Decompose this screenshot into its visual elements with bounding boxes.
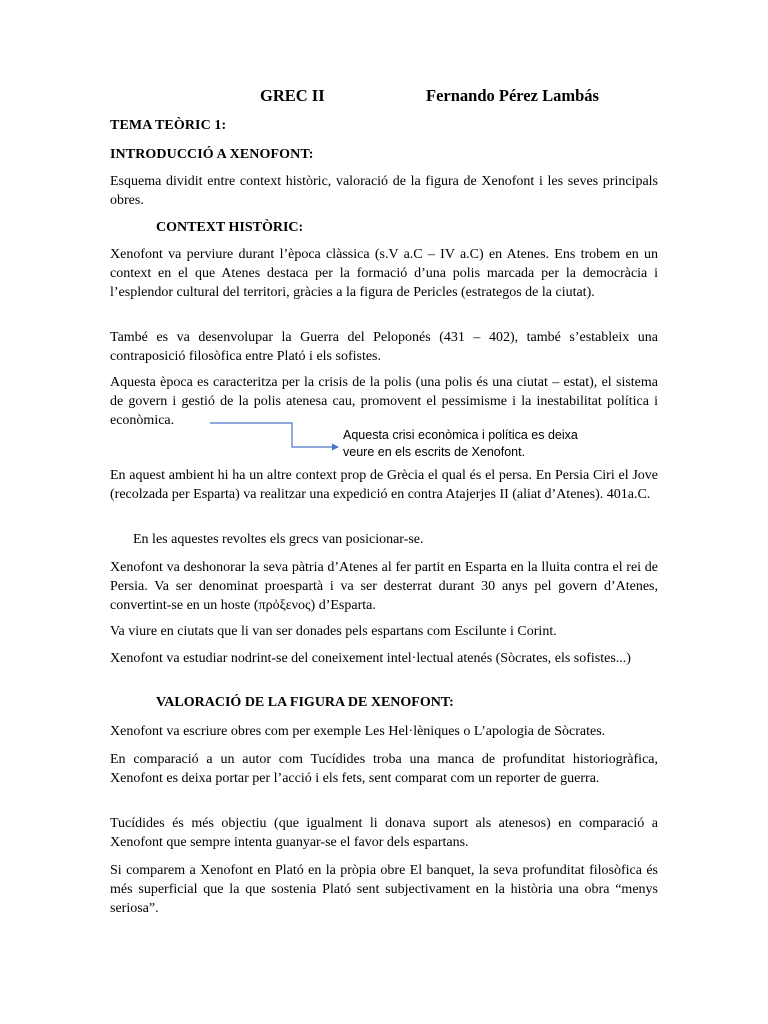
intro-paragraph: Esquema dividit entre context històric, valoració de la figura de Xenofont i les seves principals obres. (110, 174, 658, 208)
section-title: TEMA TEÒRIC 1: (110, 118, 227, 133)
context-paragraph-1: Xenofont va perviure durant l’època clàssica (s.V a.C – IV a.C) en Atenes. Ens trobem en un context en el que Atenes destaca per la formació d’una polis marcada per la democràcia i l’esplendor cultural del territori, gràcies a la figura de Pericles (estrategos de la ciutat). (110, 247, 658, 300)
context-paragraph-7: Va viure en ciutats que li van ser donades pels espartans com Escilunte i Corint. (110, 624, 557, 639)
intro-heading: INTRODUCCIÓ A XENOFONT: (110, 147, 314, 162)
valoracio-heading: VALORACIÓ DE LA FIGURA DE XENOFONT: (156, 695, 454, 710)
valoracio-paragraph-1: Xenofont va escriure obres com per exemple Les Hel·lèniques o L’apologia de Sòcrates. (110, 724, 606, 739)
valoracio-paragraph-4: Si comparem a Xenofont en Plató en la pròpia obre El banquet, la seva profunditat filosòfica és més superficial que la que sostenia Plató sent subjectivament en la història una obra “menys seriosa”. (110, 863, 658, 916)
context-paragraph-4: En aquest ambient hi ha un altre context prop de Grècia el qual és el persa. En Persia Ciri el Jove (recolzada per Esparta) va realitzar una expedició en contra Atajerjes II (aliat d’Atenes). 401a.C. (110, 468, 658, 502)
context-paragraph-8: Xenofont va estudiar nodrint-se del coneixement intel·lectual atenés (Sòcrates, els sofistes...) (110, 651, 631, 666)
context-paragraph-6: Xenofont va deshonorar la seva pàtria d’Atenes al fer partit en Esparta en la lluita contra el rei de Persia. Va ser denominat proespartà i va ser desterrat durant 30 anys pel govern d’Atenes, convertint-se en un hoste (πρὀξενος) d’Esparta. (110, 560, 658, 613)
valoracio-paragraph-3: Tucídides és més objectiu (que igualment li donava suport als atenesos) en comparació a Xenofont que sempre intenta guanyar-se el favor dels espartans. (110, 816, 658, 850)
context-paragraph-2: També es va desenvolupar la Guerra del Peloponés (431 – 402), també s’estableix una contraposició filosòfica entre Plató i els sofistes. (110, 330, 658, 364)
context-paragraph-5: En les aquestes revoltes els grecs van posicionar-se. (133, 532, 424, 547)
context-heading: CONTEXT HISTÒRIC: (156, 220, 304, 235)
author-name: Fernando Pérez Lambás (426, 86, 599, 105)
course-title: GREC II (260, 86, 325, 105)
valoracio-paragraph-2: En comparació a un autor com Tucídides troba una manca de profunditat historiogràfica, Xenofont es deixa portar per l’acció i els fets, sent comparat com un reporter de guerra. (110, 752, 658, 786)
context-paragraph-3: Aquesta època es caracteritza per la crisis de la polis (una polis és una ciutat – estat), el sistema de govern i gestió de la polis atenesa cau, promovent el pessimisme i la inestabilitat política i econòmica. (110, 375, 658, 428)
margin-note: Aquesta crisi econòmica i política es deixa veure en els escrits de Xenofont. (343, 428, 578, 459)
